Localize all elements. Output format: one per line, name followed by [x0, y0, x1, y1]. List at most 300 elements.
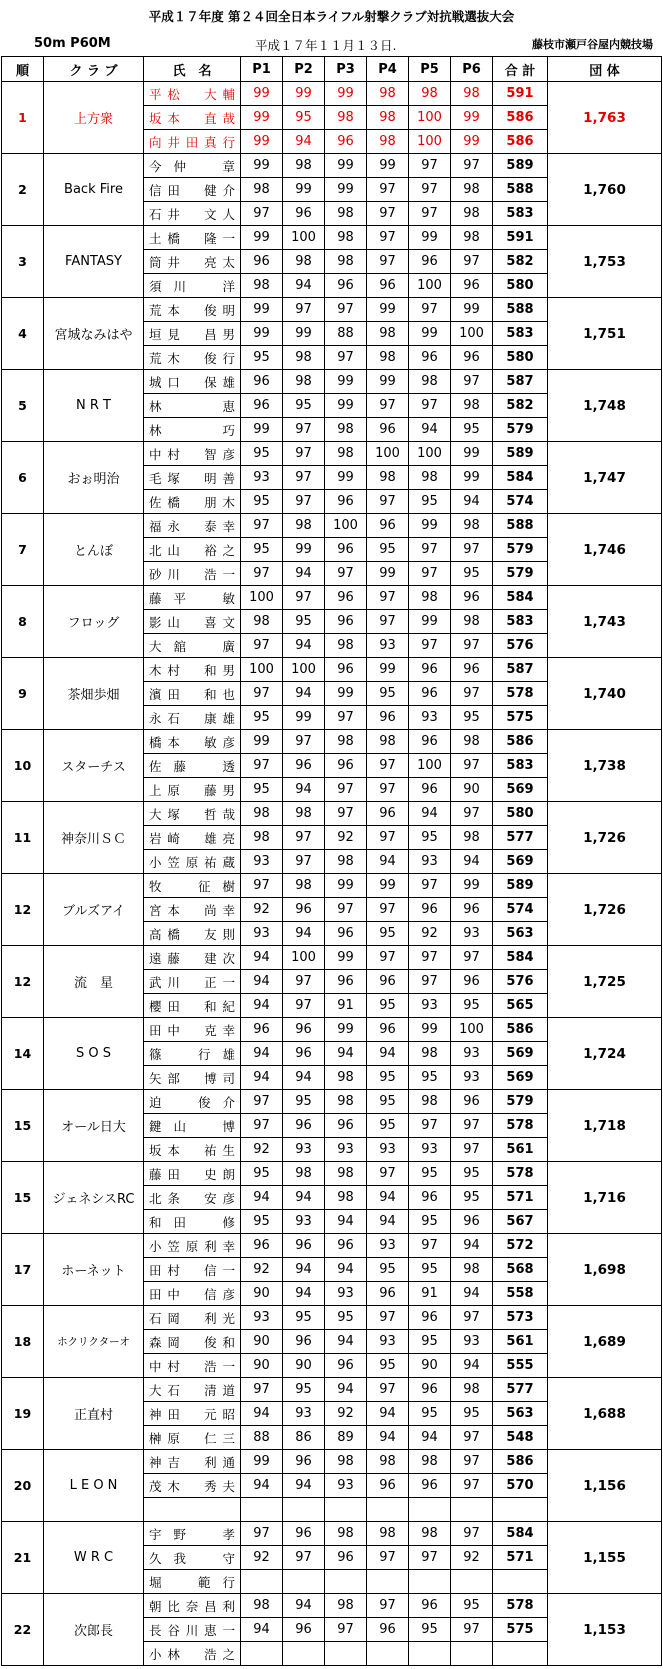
score-p4: 96	[367, 802, 409, 826]
header-row	[2, 57, 662, 82]
score-p4: 96	[367, 418, 409, 442]
shooter-name: 須川 洋	[144, 274, 241, 298]
score-p5: 93	[409, 994, 451, 1018]
shooter-name: 毛塚 明善	[144, 466, 241, 490]
score-p3: 93	[325, 1474, 367, 1498]
score-p5: 95	[409, 1402, 451, 1426]
score-p2: 93	[283, 1210, 325, 1234]
score-p2: 94	[283, 1282, 325, 1306]
score-p3: 98	[325, 850, 367, 874]
shooter-total: 588	[493, 298, 548, 322]
score-p6: 95	[451, 1402, 493, 1426]
score-p1: 92	[241, 898, 283, 922]
team-rank: 10	[2, 730, 44, 802]
shooter-total: 568	[493, 1258, 548, 1282]
score-p3: 96	[325, 274, 367, 298]
score-p6: 96	[451, 346, 493, 370]
score-p1: 96	[241, 370, 283, 394]
score-p6: 97	[451, 634, 493, 658]
score-p6: 100	[451, 322, 493, 346]
score-p3: 93	[325, 1138, 367, 1162]
score-p4: 96	[367, 1282, 409, 1306]
score-p1: 100	[241, 658, 283, 682]
score-p2: 93	[283, 1138, 325, 1162]
score-p3: 98	[325, 106, 367, 130]
score-p2: 98	[283, 874, 325, 898]
score-p6: 93	[451, 1330, 493, 1354]
shooter-name: 平松 大輔	[144, 82, 241, 106]
score-p5: 98	[409, 466, 451, 490]
shooter-total: 580	[493, 802, 548, 826]
shooter-total: 572	[493, 1234, 548, 1258]
score-p4: 99	[367, 658, 409, 682]
shooter-total: 571	[493, 1186, 548, 1210]
shooter-total: 586	[493, 1450, 548, 1474]
shooter-name: 矢部 博司	[144, 1066, 241, 1090]
score-p2: 96	[283, 754, 325, 778]
score-p2: 94	[283, 922, 325, 946]
shooter-total: 589	[493, 442, 548, 466]
score-p6: 99	[451, 298, 493, 322]
shooter-total: 589	[493, 154, 548, 178]
score-p1: 98	[241, 610, 283, 634]
score-p3: 98	[325, 202, 367, 226]
score-p6: 97	[451, 250, 493, 274]
score-p2: 94	[283, 274, 325, 298]
club-name: 上方衆	[44, 82, 144, 154]
score-p2: 98	[283, 346, 325, 370]
score-p2: 95	[283, 106, 325, 130]
score-p2: 97	[283, 850, 325, 874]
score-p5: 96	[409, 1474, 451, 1498]
score-p6: 93	[451, 1066, 493, 1090]
shooter-total: 588	[493, 514, 548, 538]
score-p4: 97	[367, 394, 409, 418]
shooter-total: 569	[493, 1066, 548, 1090]
score-p5: 96	[409, 250, 451, 274]
score-p1: 99	[241, 730, 283, 754]
score-p2: 95	[283, 1378, 325, 1402]
shooter-total: 587	[493, 658, 548, 682]
shooter-total: 582	[493, 250, 548, 274]
score-p6: 97	[451, 1450, 493, 1474]
score-p4	[367, 1498, 409, 1522]
shooter-name: 遠藤 建次	[144, 946, 241, 970]
score-p5: 94	[409, 802, 451, 826]
shooter-name: 榊原 仁三	[144, 1426, 241, 1450]
score-p5: 98	[409, 1042, 451, 1066]
shooter-name: 濱田 和也	[144, 682, 241, 706]
table-row	[2, 946, 662, 970]
score-p3: 96	[325, 130, 367, 154]
score-p2: 96	[283, 1018, 325, 1042]
score-p2: 97	[283, 298, 325, 322]
shooter-name: 垣見 昌男	[144, 322, 241, 346]
team-total: 1,726	[548, 802, 662, 874]
score-p3: 98	[325, 250, 367, 274]
shooter-name: 大舘 廣	[144, 634, 241, 658]
score-p4: 96	[367, 970, 409, 994]
shooter-total: 584	[493, 946, 548, 970]
team-total: 1,743	[548, 586, 662, 658]
score-p2: 95	[283, 610, 325, 634]
shooter-total: 567	[493, 1210, 548, 1234]
score-p4: 97	[367, 586, 409, 610]
shooter-total: 563	[493, 1402, 548, 1426]
score-p1: 95	[241, 442, 283, 466]
shooter-total: 586	[493, 106, 548, 130]
score-p6: 97	[451, 1306, 493, 1330]
score-p5	[409, 1570, 451, 1594]
score-p4: 97	[367, 1594, 409, 1618]
shooter-name	[144, 1498, 241, 1522]
score-p3: 94	[325, 1258, 367, 1282]
team-total: 1,155	[548, 1522, 662, 1594]
score-p2: 97	[283, 490, 325, 514]
score-p5: 95	[409, 1210, 451, 1234]
score-p4: 97	[367, 250, 409, 274]
event-venue: 藤枝市瀬戸谷屋内競技場	[532, 38, 653, 51]
score-p5: 99	[409, 610, 451, 634]
score-p4: 94	[367, 1402, 409, 1426]
shooter-name: 森岡 俊和	[144, 1330, 241, 1354]
score-p3: 97	[325, 298, 367, 322]
score-p3: 98	[325, 418, 367, 442]
score-p4: 100	[367, 442, 409, 466]
shooter-name: 影山 喜文	[144, 610, 241, 634]
score-p6: 97	[451, 370, 493, 394]
score-p3: 96	[325, 1234, 367, 1258]
score-p1: 98	[241, 274, 283, 298]
score-p6: 92	[451, 1546, 493, 1570]
score-p1: 99	[241, 322, 283, 346]
shooter-name: 石井 文人	[144, 202, 241, 226]
score-p2: 94	[283, 634, 325, 658]
score-p4: 96	[367, 1474, 409, 1498]
score-p4: 98	[367, 82, 409, 106]
team-total: 1,153	[548, 1594, 662, 1666]
club-name: 流 星	[44, 946, 144, 1018]
score-p6	[451, 1498, 493, 1522]
score-p6: 94	[451, 1282, 493, 1306]
score-p1: 97	[241, 1090, 283, 1114]
score-p5: 98	[409, 1522, 451, 1546]
shooter-total: 563	[493, 922, 548, 946]
score-p1: 98	[241, 178, 283, 202]
score-p4: 94	[367, 1210, 409, 1234]
score-p6: 97	[451, 1138, 493, 1162]
shooter-total: 574	[493, 898, 548, 922]
shooter-name: 高橋 友則	[144, 922, 241, 946]
score-p5: 96	[409, 778, 451, 802]
score-p2: 97	[283, 1546, 325, 1570]
score-p1: 96	[241, 1234, 283, 1258]
score-p2	[283, 1498, 325, 1522]
score-p4: 97	[367, 1378, 409, 1402]
team-total: 1,748	[548, 370, 662, 442]
score-p3	[325, 1498, 367, 1522]
score-p1: 98	[241, 826, 283, 850]
score-p5: 95	[409, 1258, 451, 1282]
col-team: 団 体	[548, 57, 662, 82]
score-p3: 99	[325, 82, 367, 106]
score-p5: 100	[409, 442, 451, 466]
team-total: 1,747	[548, 442, 662, 514]
page-title: 平成１７年度 第２４回全日本ライフル射撃クラブ対抗戦選抜大会	[148, 9, 515, 24]
score-p6	[451, 1642, 493, 1666]
score-p3: 98	[325, 730, 367, 754]
score-p2: 95	[283, 394, 325, 418]
score-p1	[241, 1642, 283, 1666]
shooter-total: 591	[493, 226, 548, 250]
score-p6: 97	[451, 1426, 493, 1450]
score-p6: 97	[451, 682, 493, 706]
score-p2: 96	[283, 898, 325, 922]
shooter-name: 北山 裕之	[144, 538, 241, 562]
score-p3: 95	[325, 1306, 367, 1330]
score-p3	[325, 1570, 367, 1594]
score-p2: 96	[283, 1522, 325, 1546]
team-rank: 3	[2, 226, 44, 298]
score-p4: 96	[367, 274, 409, 298]
team-total: 1,740	[548, 658, 662, 730]
team-total: 1,753	[548, 226, 662, 298]
shooter-total: 580	[493, 346, 548, 370]
score-p2: 100	[283, 658, 325, 682]
score-p1: 99	[241, 154, 283, 178]
score-p3: 96	[325, 658, 367, 682]
shooter-total: 586	[493, 130, 548, 154]
shooter-total: 588	[493, 178, 548, 202]
team-rank: 12	[2, 874, 44, 946]
score-p3: 92	[325, 1402, 367, 1426]
shooter-name: 永石 康雄	[144, 706, 241, 730]
score-p1: 95	[241, 490, 283, 514]
score-p5: 95	[409, 490, 451, 514]
score-p2: 97	[283, 826, 325, 850]
score-p1: 97	[241, 1378, 283, 1402]
shooter-total: 583	[493, 322, 548, 346]
score-p3: 91	[325, 994, 367, 1018]
score-p3: 98	[325, 226, 367, 250]
col-p3: P3	[325, 57, 367, 82]
shooter-name: 福永 泰幸	[144, 514, 241, 538]
shooter-total: 587	[493, 370, 548, 394]
score-p4: 94	[367, 1426, 409, 1450]
score-p5: 96	[409, 898, 451, 922]
shooter-name: 篠 行雄	[144, 1042, 241, 1066]
score-p3: 93	[325, 1282, 367, 1306]
score-p1: 94	[241, 1066, 283, 1090]
score-p5: 95	[409, 1330, 451, 1354]
score-p6: 95	[451, 994, 493, 1018]
col-name: 氏 名	[144, 57, 241, 82]
score-p5: 98	[409, 370, 451, 394]
club-name: ジェネシスRC	[44, 1162, 144, 1234]
shooter-name: 大石 清道	[144, 1378, 241, 1402]
score-p5: 93	[409, 706, 451, 730]
score-p1: 94	[241, 1474, 283, 1498]
team-rank: 5	[2, 370, 44, 442]
shooter-name: 向井田真行	[144, 130, 241, 154]
score-p4: 95	[367, 682, 409, 706]
col-rank: 順	[2, 57, 44, 82]
score-p3: 97	[325, 706, 367, 730]
shooter-total: 555	[493, 1354, 548, 1378]
score-p3: 96	[325, 490, 367, 514]
score-p4: 98	[367, 1450, 409, 1474]
score-p3: 99	[325, 1018, 367, 1042]
score-p1: 99	[241, 130, 283, 154]
team-rank: 14	[2, 1018, 44, 1090]
score-p1: 98	[241, 1594, 283, 1618]
team-rank: 2	[2, 154, 44, 226]
table-row	[2, 514, 662, 538]
team-rank: 22	[2, 1594, 44, 1666]
score-p4: 97	[367, 610, 409, 634]
score-p6: 96	[451, 586, 493, 610]
score-p4: 95	[367, 1090, 409, 1114]
score-p4: 95	[367, 994, 409, 1018]
score-p4: 97	[367, 202, 409, 226]
shooter-total: 578	[493, 1162, 548, 1186]
score-p4: 97	[367, 490, 409, 514]
table-row	[2, 802, 662, 826]
score-p1: 95	[241, 538, 283, 562]
score-p4: 99	[367, 154, 409, 178]
shooter-total: 577	[493, 1378, 548, 1402]
score-p6: 93	[451, 1042, 493, 1066]
score-p2: 96	[283, 202, 325, 226]
score-p5: 92	[409, 922, 451, 946]
score-p3: 98	[325, 1090, 367, 1114]
team-rank: 18	[2, 1306, 44, 1378]
score-p5: 96	[409, 1186, 451, 1210]
score-p6: 98	[451, 610, 493, 634]
shooter-name: 北条 安彦	[144, 1186, 241, 1210]
score-p2: 96	[283, 1042, 325, 1066]
score-p3: 89	[325, 1426, 367, 1450]
score-p6: 99	[451, 466, 493, 490]
team-total: 1,760	[548, 154, 662, 226]
team-total: 1,698	[548, 1234, 662, 1306]
table-row	[2, 226, 662, 250]
score-p2: 94	[283, 682, 325, 706]
score-p5	[409, 1642, 451, 1666]
team-total: 1,718	[548, 1090, 662, 1162]
table-row	[2, 658, 662, 682]
score-p4: 94	[367, 1042, 409, 1066]
team-total: 1,688	[548, 1378, 662, 1450]
shooter-name: 大塚 哲哉	[144, 802, 241, 826]
shooter-name: 小笠原利幸	[144, 1234, 241, 1258]
score-p6: 94	[451, 1354, 493, 1378]
score-p3: 99	[325, 178, 367, 202]
score-p5: 100	[409, 130, 451, 154]
score-p2: 98	[283, 370, 325, 394]
club-name: スターチス	[44, 730, 144, 802]
shooter-total: 574	[493, 490, 548, 514]
shooter-total: 579	[493, 418, 548, 442]
score-p3: 97	[325, 778, 367, 802]
score-p4: 96	[367, 1018, 409, 1042]
score-p3: 98	[325, 442, 367, 466]
shooter-total: 576	[493, 970, 548, 994]
club-name: 正直村	[44, 1378, 144, 1450]
score-p3	[325, 1642, 367, 1666]
club-name: 次郎長	[44, 1594, 144, 1666]
shooter-total: 583	[493, 754, 548, 778]
score-p2: 94	[283, 1258, 325, 1282]
score-p3: 98	[325, 1450, 367, 1474]
score-p4: 96	[367, 706, 409, 730]
score-p1	[241, 1570, 283, 1594]
score-p5: 97	[409, 202, 451, 226]
score-p1: 97	[241, 202, 283, 226]
score-p4: 96	[367, 1618, 409, 1642]
score-p4: 95	[367, 538, 409, 562]
shooter-name: 小笠原祐蔵	[144, 850, 241, 874]
shooter-total: 577	[493, 826, 548, 850]
team-rank: 19	[2, 1378, 44, 1450]
shooter-name: 宮本 尚幸	[144, 898, 241, 922]
score-p1: 97	[241, 634, 283, 658]
team-rank: 21	[2, 1522, 44, 1594]
score-p1: 95	[241, 1162, 283, 1186]
shooter-total: 580	[493, 274, 548, 298]
score-p1: 94	[241, 1402, 283, 1426]
score-p3: 98	[325, 1594, 367, 1618]
shooter-total: 561	[493, 1138, 548, 1162]
team-rank: 9	[2, 658, 44, 730]
score-p5: 98	[409, 586, 451, 610]
score-p3: 96	[325, 1354, 367, 1378]
club-name: ブルズアイ	[44, 874, 144, 946]
score-p4: 98	[367, 1522, 409, 1546]
score-p5: 94	[409, 418, 451, 442]
score-p1	[241, 1498, 283, 1522]
score-p4: 97	[367, 946, 409, 970]
event-name: 50m P60M	[34, 36, 111, 51]
score-p6: 100	[451, 1018, 493, 1042]
score-p4: 97	[367, 1306, 409, 1330]
score-p6: 90	[451, 778, 493, 802]
results-body	[2, 82, 662, 1666]
club-name: おぉ明治	[44, 442, 144, 514]
shooter-total: 548	[493, 1426, 548, 1450]
club-name: 神奈川ＳＣ	[44, 802, 144, 874]
score-p5: 97	[409, 298, 451, 322]
score-p4	[367, 1642, 409, 1666]
table-row	[2, 1162, 662, 1186]
score-p6: 97	[451, 1474, 493, 1498]
score-p1: 94	[241, 1186, 283, 1210]
club-name: L E O N	[44, 1450, 144, 1522]
score-p3: 98	[325, 634, 367, 658]
score-p2: 94	[283, 130, 325, 154]
team-rank: 1	[2, 82, 44, 154]
score-p2: 99	[283, 322, 325, 346]
score-p3: 96	[325, 754, 367, 778]
club-name: FANTASY	[44, 226, 144, 298]
score-p1: 95	[241, 346, 283, 370]
col-club: ク ラ ブ	[44, 57, 144, 82]
score-p6: 97	[451, 538, 493, 562]
score-p1: 92	[241, 1258, 283, 1282]
shooter-name: 林 巧	[144, 418, 241, 442]
score-p5: 96	[409, 682, 451, 706]
score-p5: 98	[409, 1450, 451, 1474]
